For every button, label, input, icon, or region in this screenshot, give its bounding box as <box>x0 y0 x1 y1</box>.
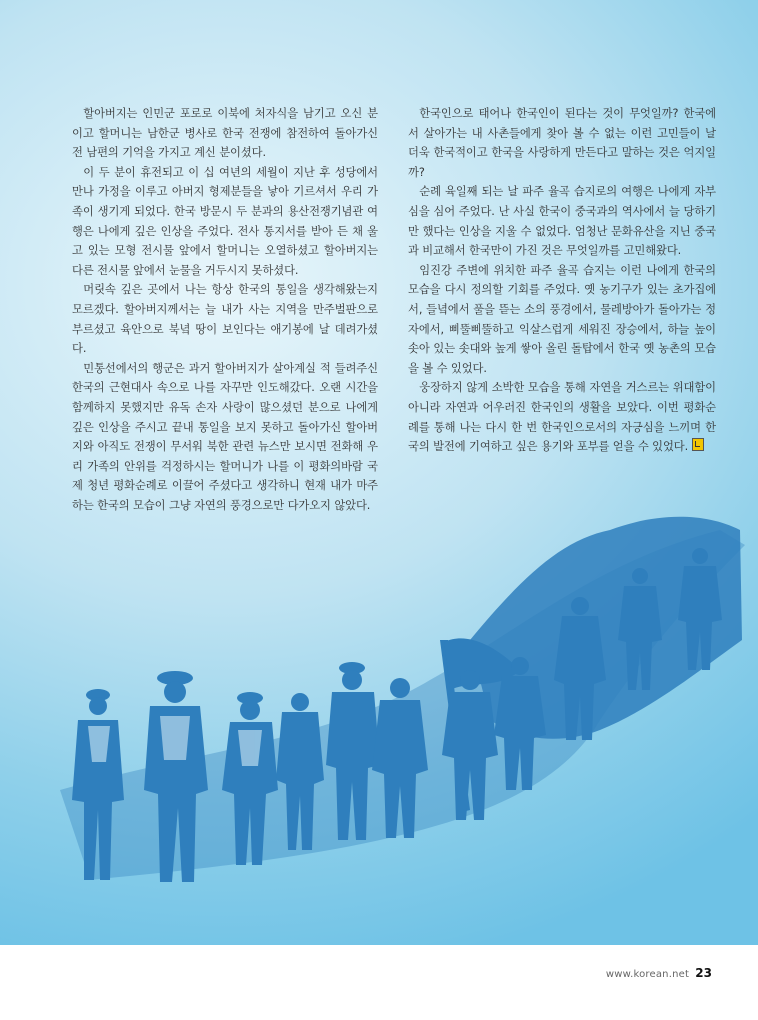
paragraph: 순례 육일째 되는 날 파주 율곡 습지로의 여행은 나에게 자부심을 심어 주었다. 난 사실 한국이 중국과의 역사에서 늘 당하기만 했다는 인상을 지울 수 없었다. 엄청난 문화유산을 지닌 중국과 비교해서 한국만이 가진 것은 무엇일까를 고민해왔다. <box>408 185 716 258</box>
footer-url: www.korean.net <box>605 969 690 980</box>
paragraph: 민통선에서의 행군은 과거 할아버지가 살아계실 적 들려주신 한국의 근현대사 속으로 나를 자꾸만 인도해갔다. 오랜 시간을 함께하지 못했지만 유독 손자 사랑이 많으셨던 분으로 나에게 깊은 인상을 주시고 끝내 통일을 보지 못하고 돌아가신 할아버지와 아직도 전쟁이 무서워 북한 관련 뉴스만 보시면 전화해 우리 가족의 안위를 걱정하시는 할머니가 나를 이 평화의바람 국제 청년 평화순례로 이끌어 주셨다고 생각하니 현재 내가 마주하는 한국의 모습이 그냥 자연의 풍경으로만 다가오지 않았다. <box>72 361 378 512</box>
page-number: 23 <box>695 966 712 980</box>
paragraph: 할아버지는 인민군 포로로 이북에 처자식을 남기고 오신 분이고 할머니는 남한군 병사로 한국 전쟁에 참전하여 돌아가신 전 남편의 기억을 가지고 계신 분이셨다. <box>72 107 378 160</box>
paragraph-text: 웅장하지 않게 소박한 모습을 통해 자연을 거스르는 위대함이 아니라 자연과 어우러진 한국인의 생활을 보았다. 이번 평화순례를 통해 나는 다시 한 번 한국인으로서의 자긍심을 느끼며 한국의 발전에 기여하고 싶은 용기와 포부를 얻을 수 있었다. <box>408 381 716 454</box>
end-mark-icon <box>692 438 704 451</box>
paragraph-last <box>408 378 716 456</box>
paragraph: 한국인으로 태어나 한국인이 된다는 것이 무엇일까? 한국에서 살아가는 내 사촌들에게 찾아 볼 수 없는 이런 고민들이 날 더욱 한국적이고 한국을 사랑하게 만든다고 말하는 것은 억지일까? <box>408 107 716 179</box>
article-column-right <box>408 104 716 457</box>
article-column-left <box>72 104 378 515</box>
procession-silhouette-image <box>0 490 758 945</box>
paragraph: 이 두 분이 휴전되고 이 십 여년의 세월이 지난 후 성당에서 만나 가정을 이루고 아버지 형제분들을 낳아 기르셔서 우리 가족이 생기게 되었다. 한국 방문시 두 분과의 용산전쟁기념관 여행은 나에게 깊은 인상을 주었다. 전사 통지서를 받아 든 채 울고 있는 모형 전시물 앞에서 할머니는 오열하셨고 할아버지는 다른 전시물 앞에서 눈물을 거두시지 못하셨다. <box>72 165 378 277</box>
page-footer <box>606 966 712 980</box>
paragraph: 머릿속 깊은 곳에서 나는 항상 한국의 통일을 생각해왔는지 모르겠다. 할아버지께서는 늘 내가 사는 지역을 만주벌판으로 부르셨고 육안으로 북녘 땅이 보인다는 애기봉에 날 데려가셨다. <box>72 283 378 356</box>
paragraph: 임진강 주변에 위치한 파주 율곡 습지는 이런 나에게 한국의 모습을 다시 정의할 기회를 주었다. 옛 농기구가 있는 초가집에서, 들녘에서 풀을 뜯는 소의 풍경에서, 물레방아가 돌아가는 정자에서, 삐뚤삐뚤하고 익살스럽게 세워진 장승에서, 하늘 높이 솟아 있는 솟대와 높게 쌓아 올린 돌탑에서 한국 옛 농촌의 모습을 볼 수 있었다. <box>408 263 716 375</box>
